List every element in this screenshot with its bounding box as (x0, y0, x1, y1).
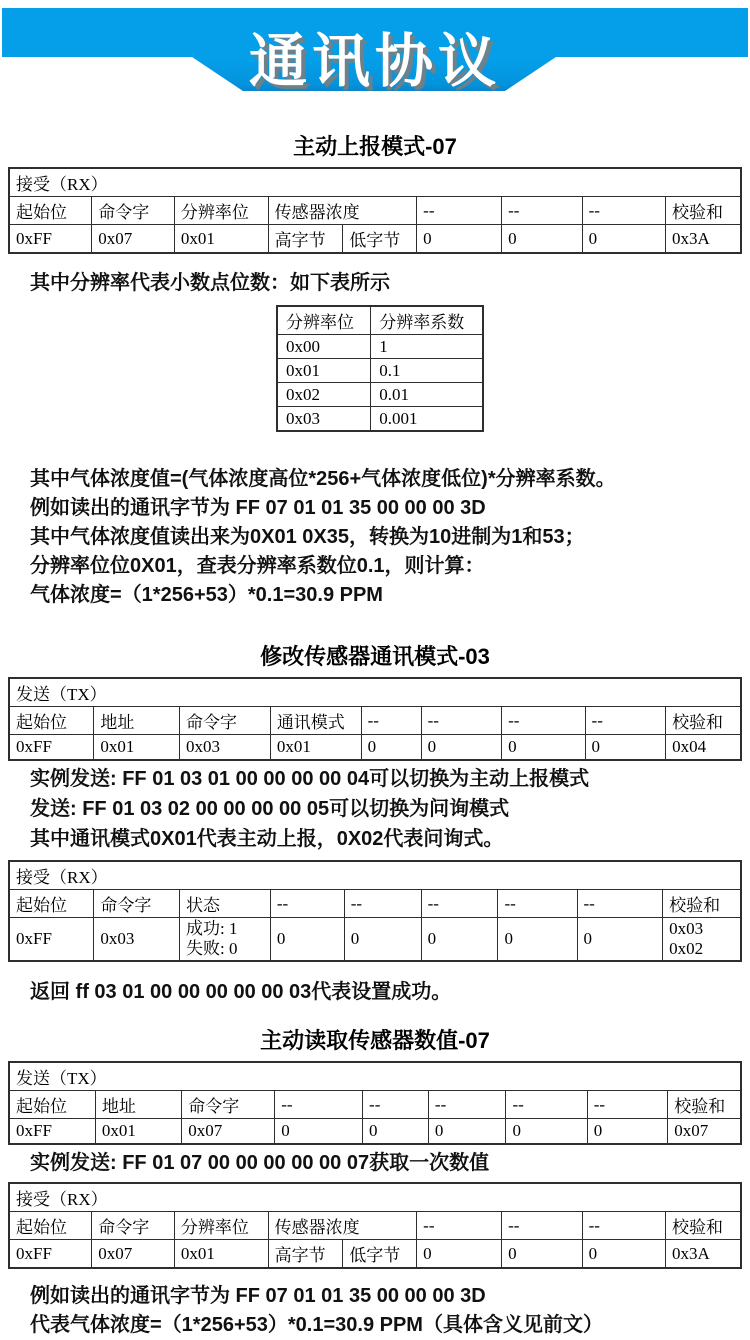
text-line: 气体浓度=（1*256+53）*0.1=30.9 PPM (30, 584, 383, 606)
table-cell: 0xFF (9, 1119, 95, 1145)
table-row (9, 168, 741, 197)
text-line: 其中气体浓度值读出来为0X01 0X35，转换为10进制为1和53； (30, 526, 585, 548)
table-cell: -- (421, 707, 502, 735)
table-row (9, 861, 741, 890)
table-cell: 0x3A (666, 1240, 741, 1269)
section3-paragraph (0, 1282, 750, 1340)
table-cell: 地址 (95, 1091, 181, 1119)
table-cell: 0x01 (174, 225, 268, 254)
table-cell: 0 (582, 1240, 665, 1269)
table-caption-cell: 接受（RX） (9, 168, 741, 197)
table-cell: 0x03 (180, 735, 271, 761)
table-cell: 命令字 (182, 1091, 275, 1119)
table-cell: 高字节 (268, 1240, 343, 1269)
table-cell: 状态 (180, 890, 271, 918)
section1-title: 主动上报模式-07 (293, 134, 457, 159)
table-cell: 0.01 (371, 383, 483, 407)
table-cell: -- (428, 1091, 506, 1119)
table-cell: 传感器浓度 (268, 1212, 417, 1240)
table-cell: 0 (502, 735, 585, 761)
section3-title: 主动读取传感器数值-07 (260, 1028, 490, 1053)
table-cell: 0x01 (94, 735, 180, 761)
table-cell: -- (417, 197, 502, 225)
text-line: 代表气体浓度=（1*256+53）*0.1=30.9 PPM（具体含义见前文） (30, 1314, 603, 1336)
cell-line: 失败: 0 (186, 939, 238, 958)
table-row (9, 225, 741, 254)
table-row (9, 890, 741, 918)
table-cell: 0xFF (9, 918, 94, 962)
text-line: 其中通讯模式0X01代表主动上报，0X02代表问询式。 (30, 828, 504, 850)
table-cell: -- (582, 197, 665, 225)
table-cell: 0x01 (174, 1240, 268, 1269)
table-cell: -- (361, 707, 421, 735)
table-cell: 0x01 (270, 735, 361, 761)
resolution-table (276, 305, 484, 432)
table-cell: 命令字 (94, 890, 180, 918)
section2-title: 修改传感器通讯模式-03 (260, 644, 490, 669)
section2-paragraph (0, 764, 750, 854)
table-cell: -- (506, 1091, 587, 1119)
table-row (9, 918, 741, 962)
table-cell: 0 (361, 735, 421, 761)
table-row (9, 1183, 741, 1212)
table-cell: 0 (506, 1119, 587, 1145)
table-cell: -- (498, 890, 577, 918)
table-cell: 传感器浓度 (268, 197, 417, 225)
table-row (9, 1240, 741, 1269)
table-cell: 0 (417, 1240, 502, 1269)
table-cell: 0 (585, 735, 666, 761)
text-line: 其中气体浓度值=(气体浓度高位*256+气体浓度低位)*分辨率系数。 (30, 468, 616, 490)
table-cell: -- (502, 707, 585, 735)
table-cell: 0x07 (668, 1119, 741, 1145)
table-cell: 起始位 (9, 707, 94, 735)
table-cell: 0 (344, 918, 421, 962)
table-cell: 0xFF (9, 225, 92, 254)
table-cell: 0 (270, 918, 344, 962)
table-cell: 0x03 (277, 407, 371, 432)
table-cell: 命令字 (92, 197, 175, 225)
table-cell: -- (582, 1212, 665, 1240)
table-row (277, 359, 483, 383)
text-line: 例如读出的通讯字节为 FF 07 01 01 35 00 00 00 3D (30, 1285, 486, 1307)
section1-paragraph (0, 465, 750, 610)
table-cell: 0 (498, 918, 577, 962)
table-cell: 0x01 (95, 1119, 181, 1145)
section3-tx-table (8, 1061, 742, 1145)
table-cell: 高字节 (268, 225, 343, 254)
section1-rx-table (8, 167, 742, 254)
table-cell: 校验和 (666, 707, 741, 735)
table-cell: 0xFF (9, 735, 94, 761)
table-cell: 校验和 (663, 890, 741, 918)
section2-result-note: 返回 ff 03 01 00 00 00 00 00 03代表设置成功。 (30, 981, 452, 1003)
table-cell: -- (502, 1212, 583, 1240)
table-cell: -- (502, 197, 583, 225)
table-cell: 0x07 (92, 1240, 175, 1269)
table-cell: 通讯模式 (270, 707, 361, 735)
table-caption-cell: 发送（TX） (9, 678, 741, 707)
table-cell: 0x03 (94, 918, 180, 962)
table-cell: 0 (502, 225, 583, 254)
table-cell: 0x07 (92, 225, 175, 254)
table-row (277, 306, 483, 335)
table-row (9, 1119, 741, 1145)
table-cell: 0x3A (666, 225, 741, 254)
table-cell: -- (275, 1091, 363, 1119)
resolution-note: 其中分辨率代表小数点位数：如下表所示 (30, 272, 390, 294)
table-cell: 校验和 (668, 1091, 741, 1119)
cell-line: 0x03 (669, 919, 704, 938)
table-cell: 起始位 (9, 1212, 92, 1240)
table-cell: -- (270, 890, 344, 918)
table-cell: 0 (582, 225, 665, 254)
text-line: 例如读出的通讯字节为 FF 07 01 01 35 00 00 00 3D (30, 497, 486, 519)
table-cell: 起始位 (9, 1091, 95, 1119)
text-line: 实例发送: FF 01 03 01 00 00 00 00 04可以切换为主动上报模式 (30, 768, 590, 790)
table-caption-cell: 接受（RX） (9, 1183, 741, 1212)
table-cell: -- (577, 890, 663, 918)
table-caption-cell: 分辨率位 (277, 306, 371, 335)
table-cell (180, 918, 271, 962)
cell-line: 成功: 1 (186, 919, 238, 938)
table-cell: 0 (421, 735, 502, 761)
table-cell: 0.1 (371, 359, 483, 383)
table-row (9, 707, 741, 735)
table-cell: 起始位 (9, 197, 92, 225)
table-cell: 低字节 (343, 225, 417, 254)
table-cell: 0x01 (277, 359, 371, 383)
table-cell: 0 (502, 1240, 583, 1269)
banner (0, 0, 750, 100)
table-cell: 0 (421, 918, 498, 962)
table-cell: 低字节 (343, 1240, 417, 1269)
table-cell: 1 (371, 335, 483, 359)
table-cell: -- (585, 707, 666, 735)
table-cell: 0x04 (666, 735, 741, 761)
table-cell: -- (344, 890, 421, 918)
section3-tx-note: 实例发送: FF 01 07 00 00 00 00 00 07获取一次数值 (30, 1152, 490, 1174)
table-row (9, 735, 741, 761)
text-line: 分辨率位位0X01，查表分辨率系数位0.1，则计算： (30, 555, 485, 577)
table-cell: 0 (275, 1119, 363, 1145)
section2-rx-table (8, 860, 742, 962)
table-cell: 0 (363, 1119, 429, 1145)
table-row (277, 335, 483, 359)
table-cell: 0x02 (277, 383, 371, 407)
table-cell: 命令字 (180, 707, 271, 735)
table-cell: 起始位 (9, 890, 94, 918)
table-cell (663, 918, 741, 962)
table-caption-cell: 接受（RX） (9, 861, 741, 890)
table-caption-cell: 分辨率系数 (371, 306, 483, 335)
table-caption-cell: 发送（TX） (9, 1062, 741, 1091)
text-line: 发送: FF 01 03 02 00 00 00 00 05可以切换为问询模式 (30, 798, 510, 820)
table-row (9, 1212, 741, 1240)
table-cell: 分辨率位 (174, 197, 268, 225)
table-row (277, 383, 483, 407)
page-title: 通讯协议 (248, 29, 501, 94)
table-cell: 命令字 (92, 1212, 175, 1240)
table-row (277, 407, 483, 432)
section3-rx-table (8, 1182, 742, 1269)
table-cell: 0x00 (277, 335, 371, 359)
table-cell: 0 (428, 1119, 506, 1145)
cell-line: 0x02 (669, 939, 704, 958)
table-cell: 0xFF (9, 1240, 92, 1269)
table-row (9, 678, 741, 707)
table-cell: 校验和 (666, 197, 741, 225)
table-cell: 0.001 (371, 407, 483, 432)
table-cell: 0x07 (182, 1119, 275, 1145)
table-row (9, 1062, 741, 1091)
table-cell: -- (421, 890, 498, 918)
table-cell: 地址 (94, 707, 180, 735)
table-cell: 分辨率位 (174, 1212, 268, 1240)
table-cell: 0 (577, 918, 663, 962)
table-cell: 0 (587, 1119, 668, 1145)
table-row (9, 197, 741, 225)
table-row (9, 1091, 741, 1119)
table-cell: 校验和 (666, 1212, 741, 1240)
table-cell: -- (587, 1091, 668, 1119)
table-cell: -- (417, 1212, 502, 1240)
table-cell: -- (363, 1091, 429, 1119)
table-cell: 0 (417, 225, 502, 254)
section2-tx-table (8, 677, 742, 761)
